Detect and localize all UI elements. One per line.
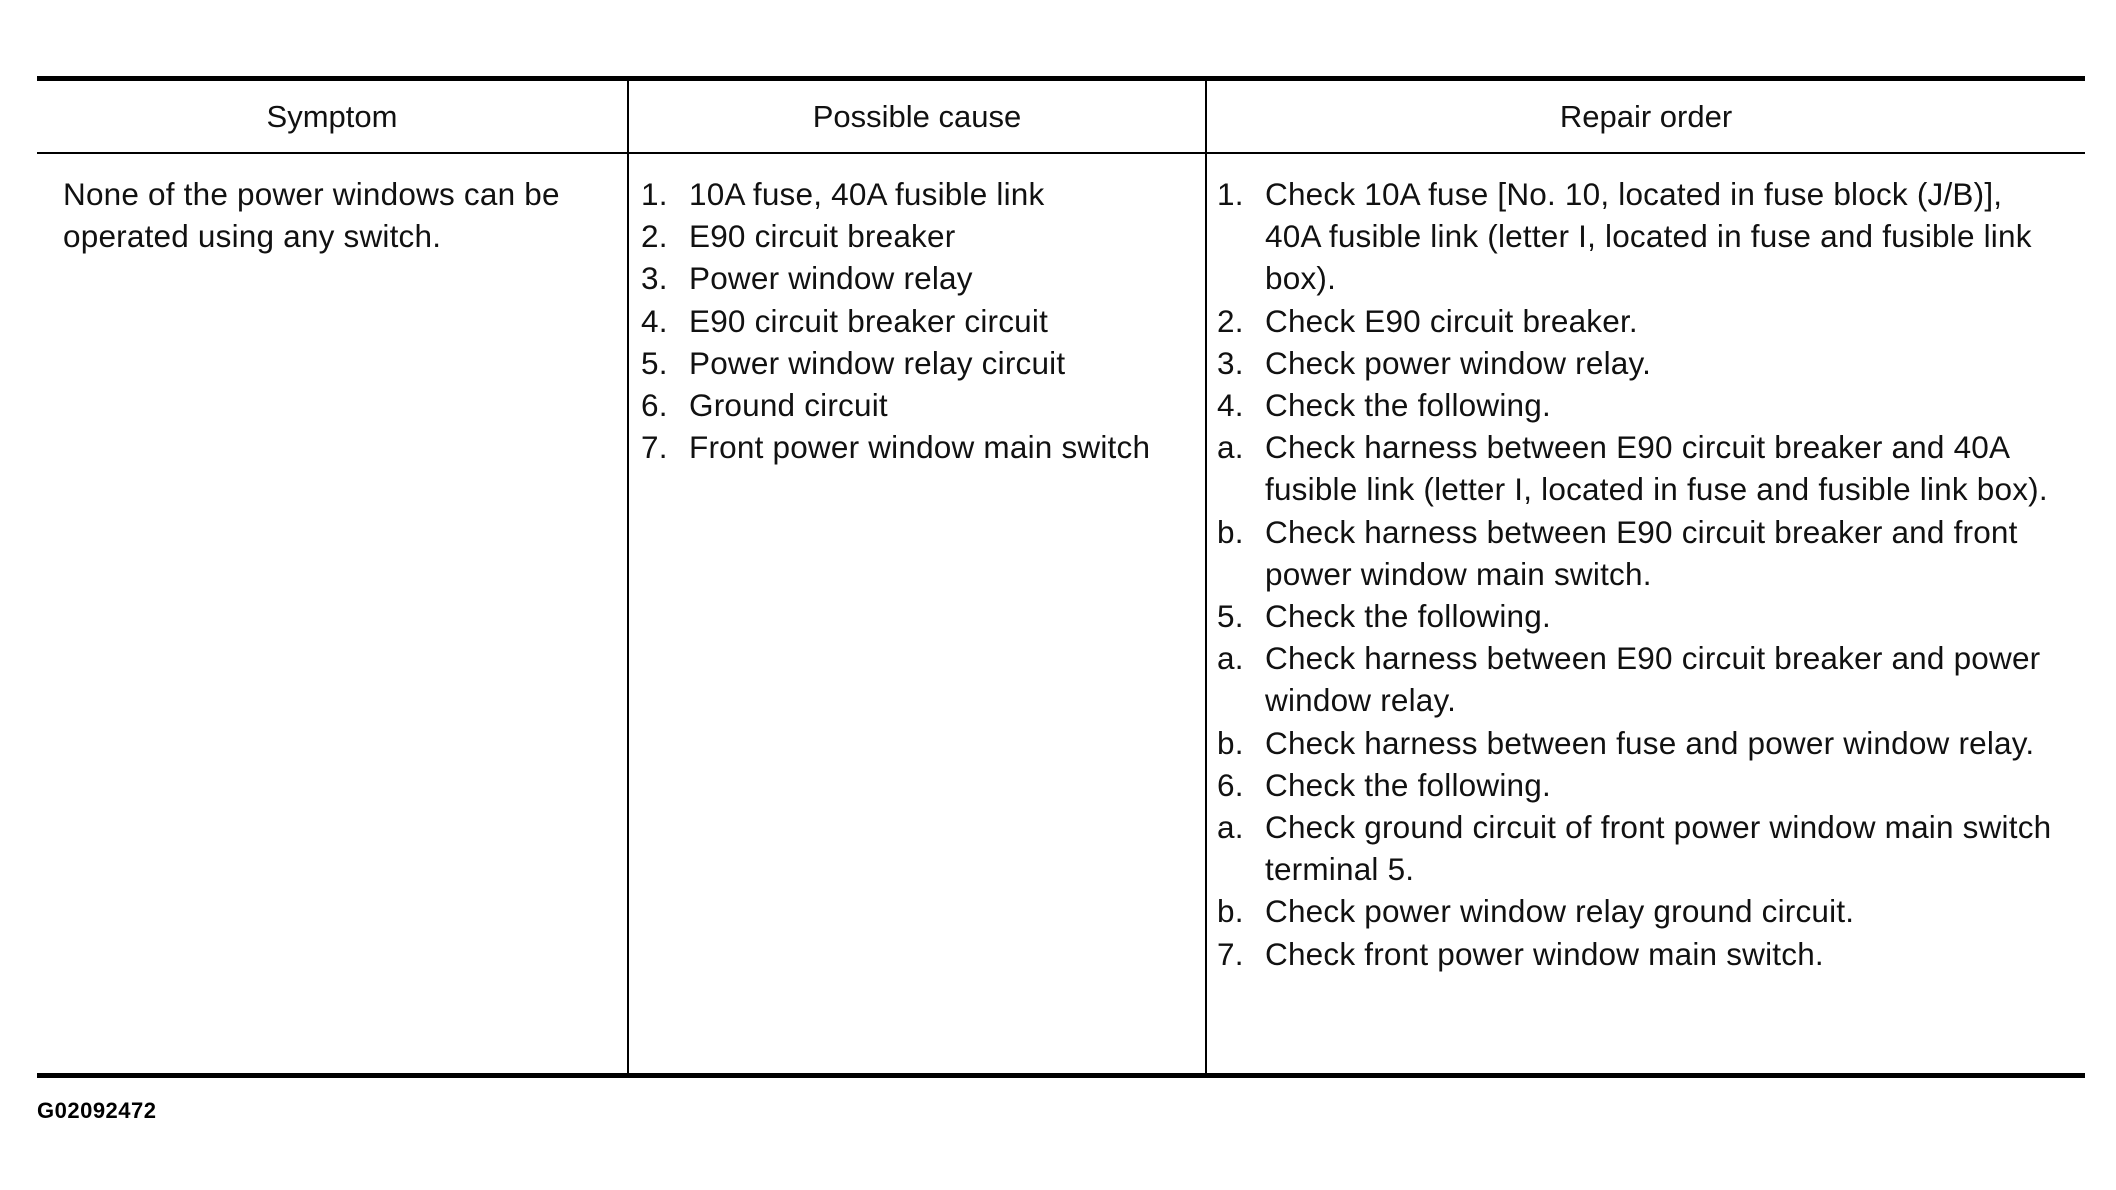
symptom-cell	[37, 154, 627, 1073]
repair-step-item-text: Check 10A fuse [No. 10, located in fuse block (J/B)], 40A fusible link (letter I, located in fuse and fusible link box).	[1265, 176, 2032, 297]
repair-step-item-marker: a.	[1217, 809, 1244, 846]
repair-step-item-text: Check power window relay.	[1265, 344, 1652, 381]
repair-step-item	[1217, 637, 2085, 721]
symptom-text: None of the power windows can be operated using any switch.	[63, 176, 560, 255]
possible-cause-item-text: Power window relay circuit	[689, 344, 1066, 381]
repair-step-item-marker: b.	[1217, 893, 1244, 930]
repair-step-item	[1217, 426, 2085, 510]
repair-step-item-text: Check the following.	[1265, 766, 1551, 803]
troubleshooting-table	[37, 76, 2085, 1078]
repair-step-item-marker: b.	[1217, 513, 1244, 550]
repair-step-item-marker: 1.	[1217, 176, 1244, 212]
repair-step-item-text: Check power window relay ground circuit.	[1265, 893, 1855, 930]
table-header-row	[37, 81, 2085, 154]
repair-step-item	[1217, 806, 2085, 890]
possible-cause-item	[641, 426, 1205, 468]
repair-step-item-marker: 7.	[1217, 935, 1244, 972]
repair-order-list	[1207, 154, 2085, 975]
repair-step-item-text: Check the following.	[1265, 387, 1551, 424]
repair-step-item-marker: 3.	[1217, 344, 1244, 381]
possible-cause-item	[641, 342, 1205, 384]
repair-step-item-text: Check harness between E90 circuit breaker and 40A fusible link (letter I, located in fuse and fusible link box).	[1265, 429, 2048, 508]
possible-cause-item-text: 10A fuse, 40A fusible link	[689, 176, 1045, 212]
header-symptom: Symptom	[266, 99, 398, 134]
repair-step-item-marker: 6.	[1217, 766, 1244, 803]
possible-cause-item	[641, 173, 1205, 215]
possible-cause-item-marker: 2.	[641, 218, 668, 255]
possible-cause-item	[641, 257, 1205, 299]
possible-cause-item-text: E90 circuit breaker circuit	[689, 302, 1049, 339]
repair-step-item-text: Check the following.	[1265, 598, 1551, 635]
possible-cause-item-text: Ground circuit	[689, 387, 888, 424]
repair-step-item	[1217, 722, 2085, 764]
possible-cause-item-marker: 3.	[641, 260, 668, 297]
header-repair-order: Repair order	[1205, 81, 2085, 152]
possible-cause-item-marker: 6.	[641, 387, 668, 424]
possible-cause-item-text: E90 circuit breaker	[689, 218, 956, 255]
possible-cause-item-marker: 1.	[641, 176, 668, 212]
repair-step-item-text: Check harness between E90 circuit breaker and power window relay.	[1265, 640, 2041, 719]
header-possible-cause: Possible cause	[627, 81, 1205, 152]
repair-step-item-text: Check harness between E90 circuit breaker and front power window main switch.	[1265, 513, 2018, 592]
possible-cause-item	[641, 384, 1205, 426]
possible-cause-item	[641, 215, 1205, 257]
possible-cause-cell	[627, 154, 1205, 1073]
repair-step-item-marker: 4.	[1217, 387, 1244, 424]
repair-step-item-marker: 2.	[1217, 302, 1244, 339]
repair-step-item	[1217, 595, 2085, 637]
repair-step-item-marker: 5.	[1217, 598, 1244, 635]
table-row	[37, 154, 2085, 1073]
possible-cause-item-marker: 7.	[641, 429, 668, 466]
repair-step-item	[1217, 342, 2085, 384]
repair-step-item-text: Check front power window main switch.	[1265, 935, 1824, 972]
repair-step-item	[1217, 764, 2085, 806]
possible-cause-item-marker: 4.	[641, 302, 668, 339]
possible-cause-item-text: Power window relay	[689, 260, 973, 297]
repair-step-item	[1217, 890, 2085, 932]
repair-step-item-text: Check harness between fuse and power window relay.	[1265, 724, 2035, 761]
possible-cause-item-text: Front power window main switch	[689, 429, 1151, 466]
repair-step-item-marker: a.	[1217, 640, 1244, 677]
repair-step-item	[1217, 300, 2085, 342]
figure-id: G02092472	[37, 1098, 157, 1123]
possible-cause-list	[629, 154, 1205, 468]
repair-step-item	[1217, 384, 2085, 426]
repair-step-item	[1217, 933, 2085, 975]
possible-cause-item	[641, 300, 1205, 342]
repair-step-item-text: Check ground circuit of front power window main switch terminal 5.	[1265, 809, 2052, 888]
repair-step-item	[1217, 173, 2085, 300]
possible-cause-item-marker: 5.	[641, 344, 668, 381]
repair-step-item	[1217, 511, 2085, 595]
repair-step-item-marker: a.	[1217, 429, 1244, 466]
repair-step-item-text: Check E90 circuit breaker.	[1265, 302, 1638, 339]
repair-step-item-marker: b.	[1217, 724, 1244, 761]
repair-order-cell	[1205, 154, 2085, 1073]
